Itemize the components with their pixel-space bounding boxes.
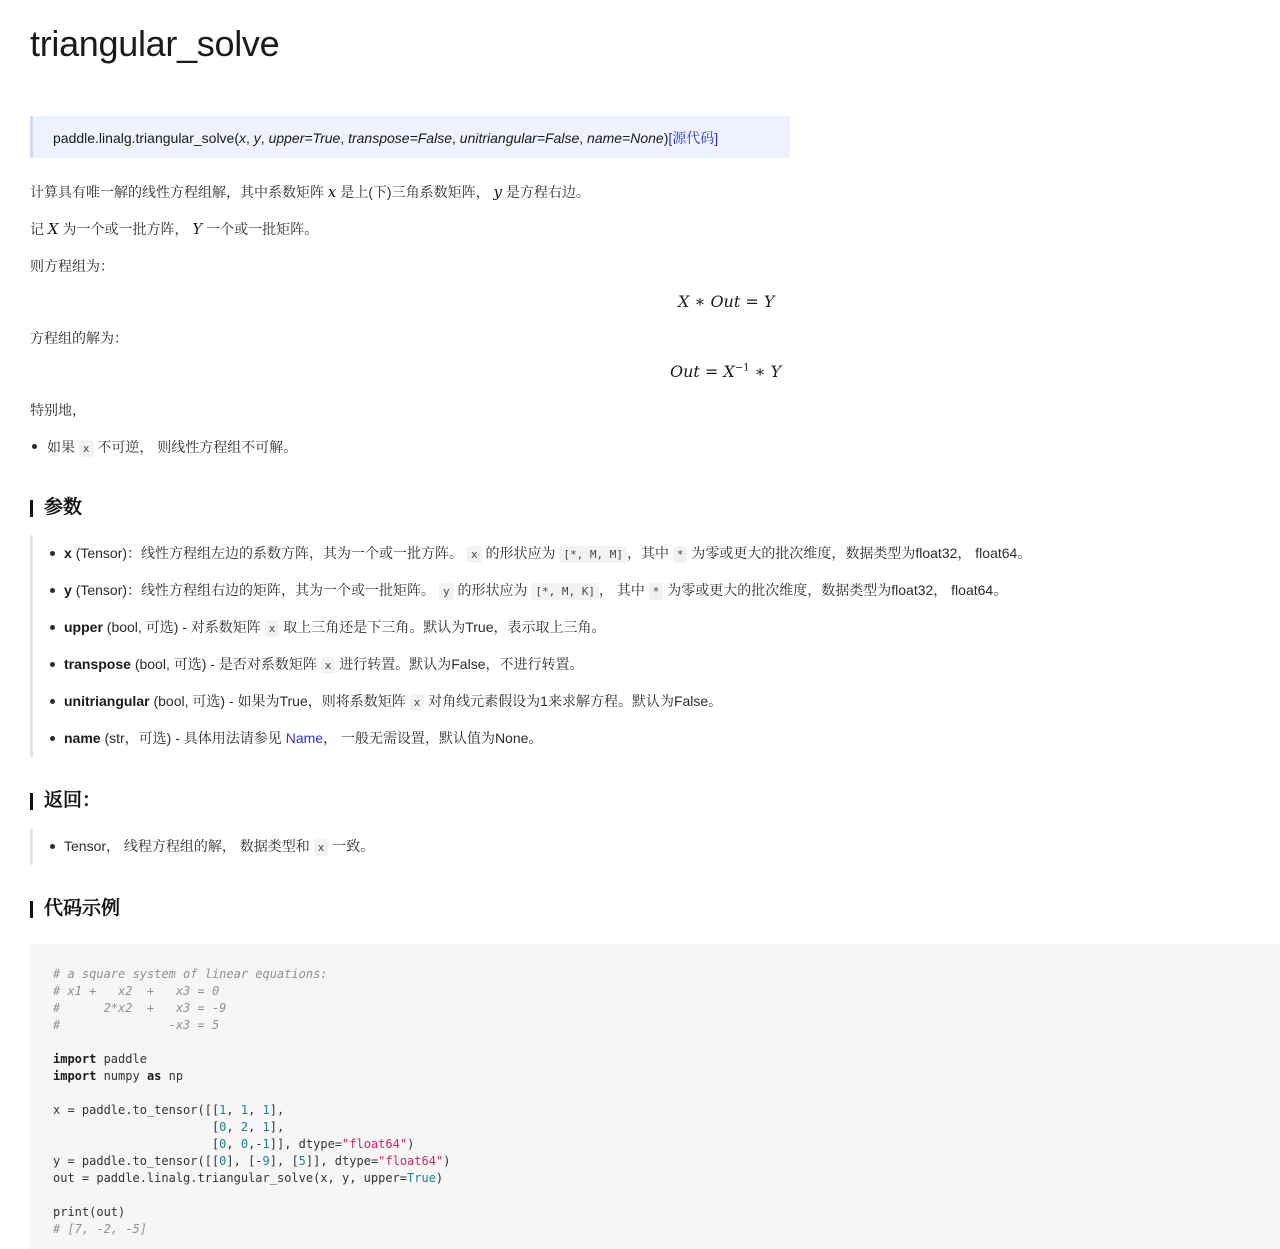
param-desc: ， 其中 [598, 582, 645, 598]
special-case-list [30, 437, 297, 457]
code-line: print(out) [53, 1205, 126, 1219]
sig-arg: x [239, 130, 247, 146]
code-line: # a square system of linear equations: [53, 967, 328, 981]
code-line: [0, 2, 1], [53, 1120, 285, 1134]
inline-code: x [410, 694, 425, 711]
param-desc: 为零或更大的批次维度，数据类型为float32， float64。 [691, 545, 1032, 561]
name-doc-link[interactable]: Name [285, 730, 324, 746]
return-desc: Tensor， 线程方程组的解， 数据类型和 [64, 838, 310, 854]
param-desc: - 是否对系数矩阵 [210, 656, 317, 672]
param-desc: ，其中 [626, 545, 669, 561]
return-desc: 一致。 [332, 838, 375, 854]
code-line: y = paddle.to_tensor([[0], [-9], [5]], dtype="float64") [53, 1154, 451, 1168]
eq2-sup: −1 [734, 362, 750, 374]
inline-code: y [439, 583, 454, 600]
section-params-heading: 参数 [30, 497, 82, 519]
inline-code: [*, M, K] [531, 583, 599, 600]
inline-code: x [321, 657, 336, 674]
text: 是上(下)三角系数矩阵， [340, 184, 490, 200]
inline-code: x [314, 839, 329, 856]
return-item [47, 828, 374, 865]
math-X: X [47, 220, 59, 238]
param-name: name [64, 730, 101, 746]
sig-arg: y [253, 130, 261, 146]
param-desc: 取上三角还是下三角。默认为True，表示取上三角。 [283, 619, 606, 635]
param-desc: - 具体用法请参见 [175, 730, 282, 746]
sig-arg: name=None [587, 130, 664, 146]
math-Y: Y [192, 220, 203, 238]
code-line: # -x3 = 5 [53, 1018, 220, 1032]
param-type: (bool, 可选) [106, 619, 179, 635]
section-examples-heading: 代码示例 [30, 898, 120, 920]
intro-line-4: 方程组的解为： [30, 330, 128, 346]
param-name: unitriangular [64, 693, 150, 709]
api-signature: paddle.linalg.triangular_solve(x, y, upper=True, transpose=False, unitriangular=False, name=None)[源代码] [30, 116, 790, 158]
text: 一个或一批矩阵。 [206, 221, 319, 237]
param-name: upper [64, 619, 103, 635]
param-name: y [64, 582, 72, 598]
code-line: out = paddle.linalg.triangular_solve(x, y, upper=True) [53, 1171, 444, 1185]
signature-func: paddle.linalg.triangular_solve( [53, 130, 240, 146]
param-type: (str，可选) [104, 730, 172, 746]
param-unitriangular [47, 683, 1031, 720]
sig-arg: transpose=False [348, 130, 452, 146]
param-type: (bool, 可选) [153, 693, 226, 709]
param-type: (Tensor) [75, 582, 128, 598]
code-example-block[interactable] [30, 944, 1280, 1249]
text: 是方程右边。 [505, 184, 590, 200]
text: 记 [30, 221, 44, 237]
equation-1: X ∗ Out = Y [678, 292, 775, 311]
text: 不可逆， 则线性方程组不可解。 [97, 439, 298, 455]
section-returns-heading: 返回： [30, 790, 101, 812]
param-name: transpose [64, 656, 131, 672]
code-example[interactable] [53, 966, 1280, 1238]
inline-code: x [265, 620, 280, 637]
equation-2 [670, 362, 781, 381]
param-desc: 对角线元素假设为1来求解方程。默认为False。 [428, 693, 723, 709]
code-line: # [7, -2, -5] [53, 1222, 147, 1236]
text: 如果 [47, 439, 75, 455]
param-desc: 进行转置。默认为False，不进行转置。 [339, 656, 584, 672]
signature-close: ) [663, 130, 669, 146]
code-line: import numpy as np [53, 1069, 184, 1083]
sig-arg: unitriangular=False [459, 130, 580, 146]
code-line: x = paddle.to_tensor([[1, 1, 1], [53, 1103, 285, 1117]
math-y: y [493, 183, 502, 201]
inline-code: * [673, 546, 688, 563]
page-title: triangular_solve [30, 23, 280, 64]
param-desc: 为零或更大的批次维度，数据类型为float32， float64。 [667, 582, 1008, 598]
text: 计算具有唯一解的线性方程组解，其中系数矩阵 [30, 184, 324, 200]
inline-code: [*, M, M] [559, 546, 627, 563]
code-line: # x1 + x2 + x3 = 0 [53, 984, 220, 998]
param-upper [47, 609, 1031, 646]
source-code-link[interactable]: [源代码] [668, 130, 719, 146]
param-name: x [64, 545, 72, 561]
list-item [30, 437, 297, 457]
param-desc: - 对系数矩阵 [182, 619, 261, 635]
sig-arg: upper=True [268, 130, 341, 146]
intro-line-2 [30, 219, 318, 239]
param-y [47, 572, 1031, 609]
eq2-right: ∗ Y [749, 362, 782, 381]
intro-line-1 [30, 182, 590, 202]
param-desc: 的形状应为 [485, 545, 556, 561]
math-x: x [327, 183, 337, 201]
inline-code: * [649, 583, 664, 600]
code-line: # 2*x2 + x3 = -9 [53, 1001, 227, 1015]
code-line: import paddle [53, 1052, 147, 1066]
param-desc: ：线性方程组左边的系数方阵，其为一个或一批方阵。 [127, 545, 464, 561]
param-name [47, 720, 1031, 757]
param-transpose [47, 646, 1031, 683]
param-desc: ， 一般无需设置，默认值为None。 [323, 730, 543, 746]
params-list [30, 535, 1031, 757]
inline-code: x [467, 546, 482, 563]
param-desc: - 如果为True，则将系数矩阵 [228, 693, 406, 709]
param-desc: 的形状应为 [457, 582, 528, 598]
param-type: (bool, 可选) [134, 656, 207, 672]
param-type: (Tensor) [75, 545, 128, 561]
code-line: [0, 0,-1]], dtype="float64") [53, 1137, 415, 1151]
param-desc: ：线性方程组右边的矩阵，其为一个或一批矩阵。 [127, 582, 436, 598]
intro-line-5: 特别地， [30, 402, 86, 418]
inline-code: x [79, 440, 94, 457]
param-x [47, 535, 1031, 572]
eq2-left: Out = X [670, 362, 735, 381]
returns-list [30, 828, 374, 865]
intro-line-3: 则方程组为： [30, 258, 114, 274]
text: 为一个或一批方阵， [62, 221, 189, 237]
